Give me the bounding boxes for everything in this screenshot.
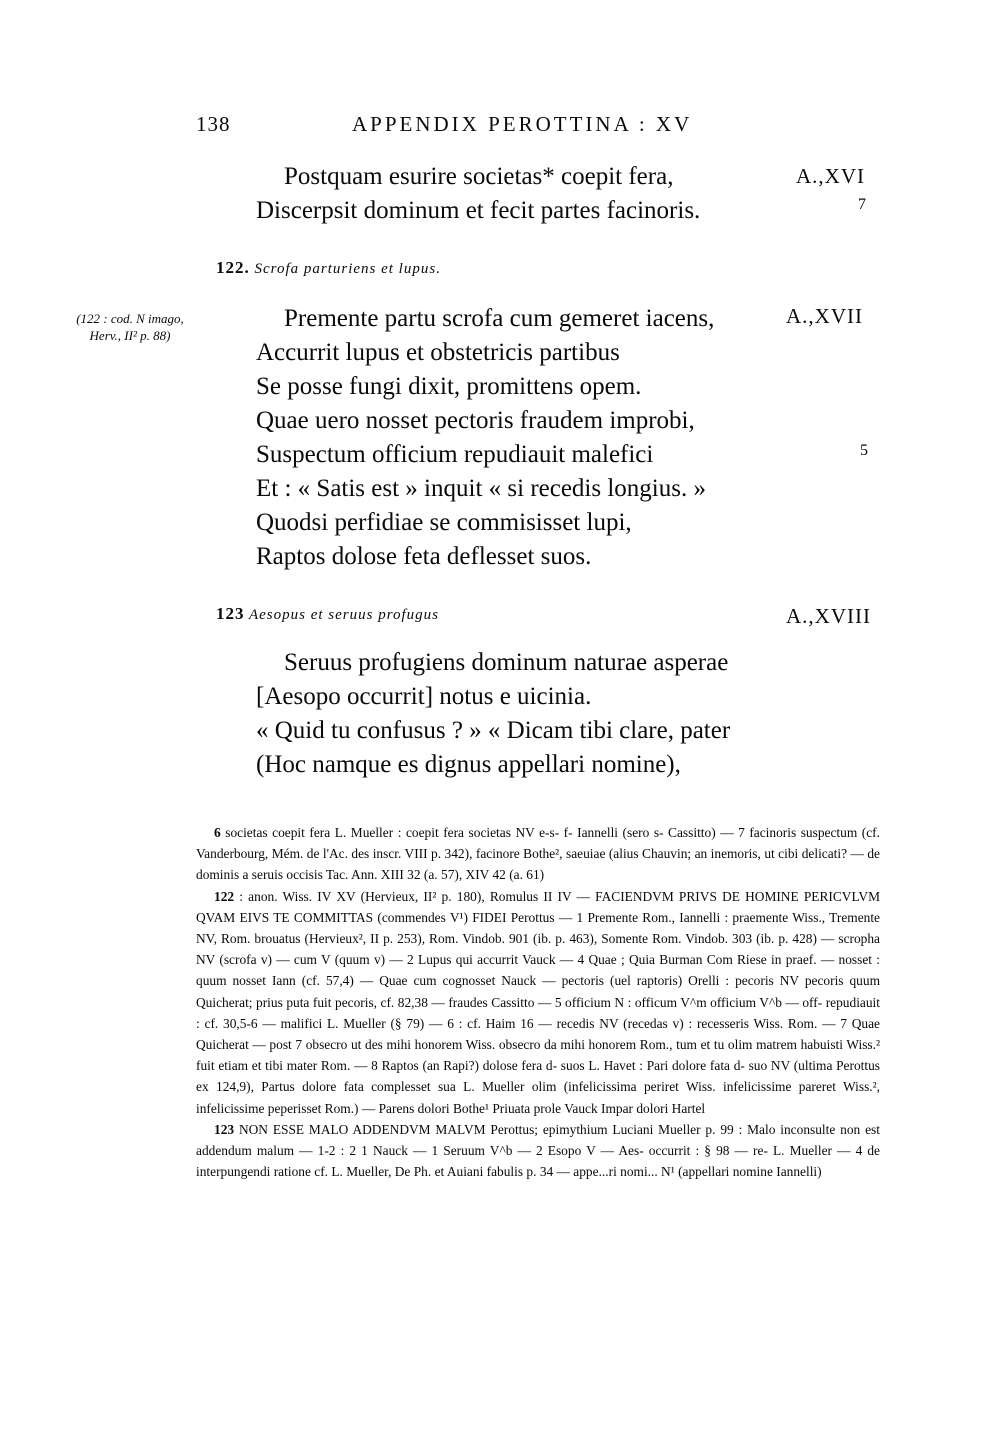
verse-line: Suspectum officium repudiauit malefici	[256, 441, 654, 468]
verse-line: « Quid tu confusus ? » « Dicam tibi clare, pater	[256, 717, 731, 744]
line-number: 5	[860, 442, 868, 459]
apparatus-entry	[196, 886, 880, 1119]
apparatus-number: 6	[214, 825, 221, 840]
verse-line: Quodsi perfidiae se commisisset lupi,	[256, 509, 632, 536]
fable-title: Aesopus et seruus profugus	[248, 607, 440, 623]
fable-reference: A.,XVII	[786, 304, 863, 328]
verse-line: Raptos dolose feta deflesset suos.	[256, 543, 592, 570]
apparatus-number: 123	[214, 1121, 235, 1137]
apparatus-entry	[196, 1119, 880, 1183]
line-number: 7	[858, 196, 866, 213]
apparatus-text: societas coepit fera L. Mueller : coepit fera societas NV e-s- f- Iannelli (sero s- Cassitto) — 7 facinoris suspectum (cf. Vanderbourg, Mém. de l'Ac. des inscr. VIII p. 342), facinore Bothe², saeuiae (alius Chauvin; an inemoris, ut cibi delicati? — de dominis a seruis occisis Tac. Ann. XIII 32 (a. 57), XIV 42 (a. 61)	[196, 825, 880, 883]
margin-note: (122 : cod. N imago, Herv., II² p. 88)	[76, 311, 184, 343]
fable-title: Scrofa parturiens et lupus.	[254, 261, 441, 277]
fable-reference: A.,XVI	[796, 164, 865, 188]
running-head: APPENDIX PEROTTINA : XV	[352, 112, 693, 136]
fable-number: 123	[216, 604, 245, 623]
fable-reference: A.,XVIII	[786, 604, 871, 628]
verse-line: (Hoc namque es dignus appellari nomine),	[256, 751, 681, 778]
fable-heading	[216, 604, 439, 624]
apparatus-text: NON ESSE MALO ADDENDVM MALVM Perottus; epimythium Luciani Mueller p. 99 : Malo inconsulte non est addendum malum — 1-2 : 2 1 Nauck — 1 Seruum V^b — 2 Esopo V — Aes- occurrit : § 98 — re- L. Mueller — 4 de interpungendi ratione cf. L. Mueller, De Ph. et Auiani fabulis p. 34 — appe...ri nomi... N¹ (appellari nomine Iannelli)	[196, 1121, 880, 1180]
apparatus-entry	[196, 822, 880, 886]
verse-line: Quae uero nosset pectoris fraudem improbi,	[256, 407, 695, 434]
verse-line: Seruus profugiens dominum naturae asperae	[284, 649, 729, 676]
critical-apparatus	[196, 822, 880, 1182]
page-number: 138	[196, 112, 231, 136]
verse-line: [Aesopo occurrit] notus e uicinia.	[256, 683, 592, 710]
verse-line: Postquam esurire societas* coepit fera,	[284, 163, 674, 190]
verse-line: Et : « Satis est » inquit « si recedis longius. »	[256, 475, 706, 502]
fable-number: 122.	[216, 258, 250, 277]
verse-line: Premente partu scrofa cum gemeret iacens,	[284, 305, 715, 332]
verse-line: Discerpsit dominum et fecit partes facinoris.	[256, 197, 701, 224]
apparatus-number: 122	[214, 888, 235, 904]
verse-line: Accurrit lupus et obstetricis partibus	[256, 339, 620, 366]
verse-line: Se posse fungi dixit, promittens opem.	[256, 373, 642, 400]
apparatus-text: : anon. Wiss. IV XV (Hervieux, II² p. 180), Romulus II IV — FACIENDVM PRIVS DE HOMINE PERICVLVM QVAM EIVS TE COMMITTAS (commendes V¹) FIDEI Perottus — 1 Premente Rom., Iannelli : praemente Wiss., Tremente NV, Rom. brouatus (Hervieux², II p. 253), Rom. Vindob. 901 (ib. p. 463), Somente Rom. Vindob. 303 (ib. p. 428) — scropha NV (scrofa v) — cum V (quum v) — 2 Lupus qui accurrit Vauck — 4 Quae ; Quia Burman Com Riese in praef. — nosset : quum nosset Iann (cf. 57,4) — Quae cum cognosset Nauck — pectoris (uel raptoris) Orelli : pecoris NV pecoris quum Quicherat; prius puta fuit pecoris, cf. 82,38 — fraudes Cassitto — 5 officium N : officum V^m officium V^b — off- repudiauit : cf. 30,5-6 — malifici L. Mueller (§ 79) — 6 : cf. Haim 16 — recedis NV (recedas v) : recesseris Wiss. Rom. — 7 Quae Quicherat — post 7 obsecro ut des mihi honorem Wiss. obsecro da mihi honorem Rom., tum et tu olim matrem habuisti Wiss.² fuit etiam et tibi mater Rom. — 8 Raptos (an Rapi?) dolose fera d- suos L. Havet : Pari dolore fata d- suo NV (ultima Perottus ex 124,9), Partus dolore fata complesset sua L. Mueller olim (infelicissima periret Wiss. infelicissime pareret Wiss.², infelicissime peperisset Rom.) — Parens dolori Bothe¹ Priuata prole Vauck Impar dolori Hartel	[196, 888, 880, 1116]
fable-heading	[216, 258, 441, 278]
